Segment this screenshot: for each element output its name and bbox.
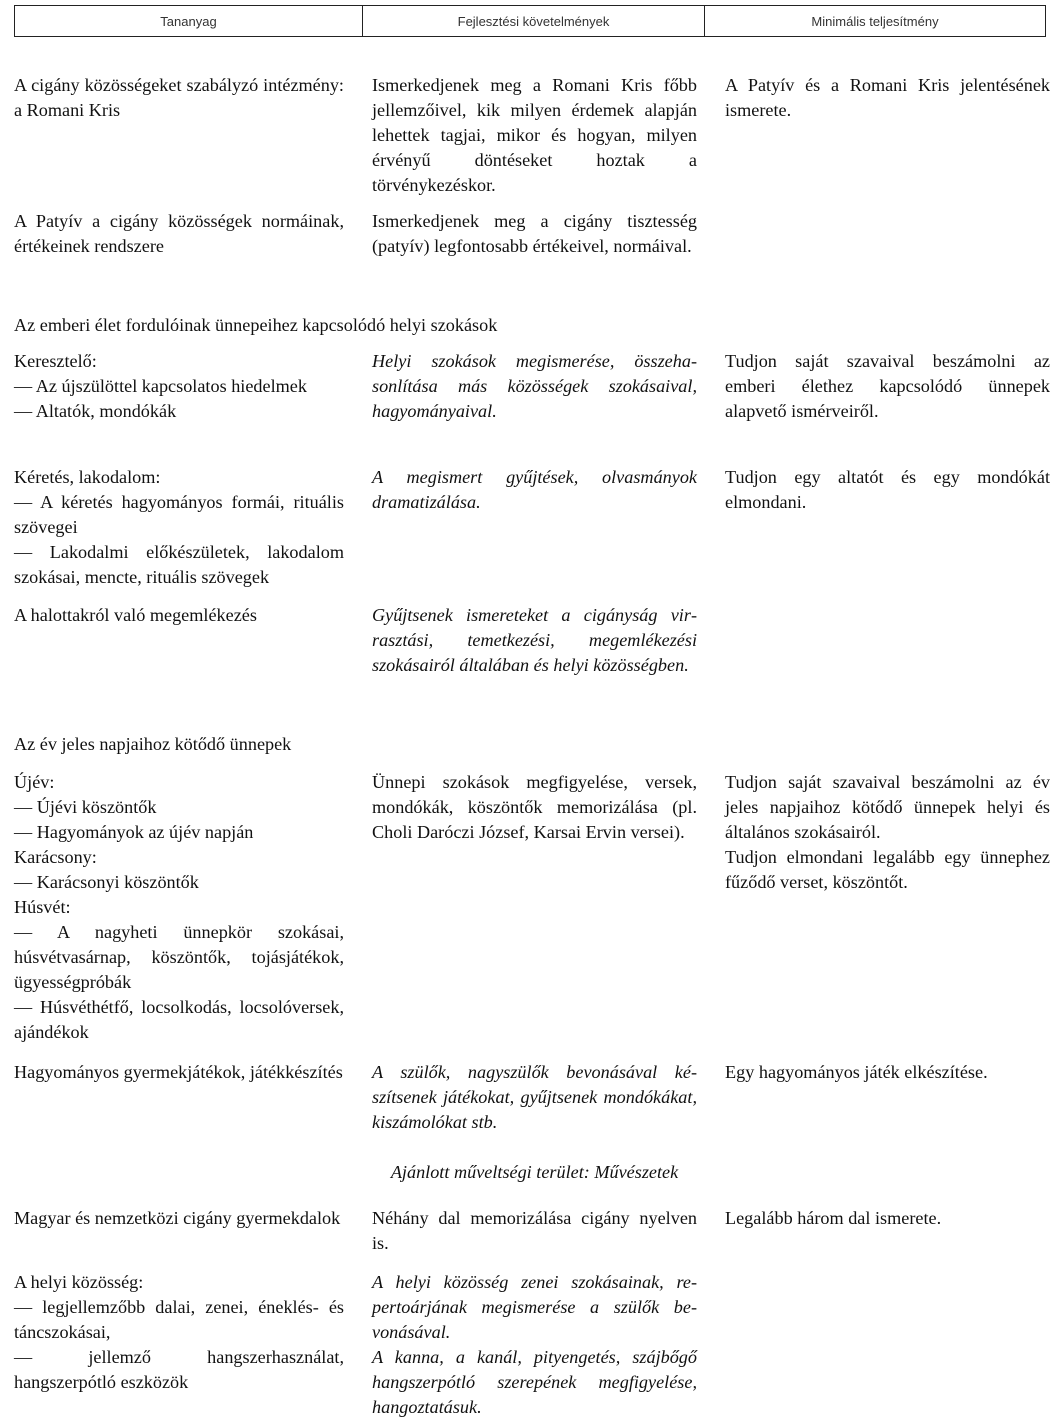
r5-fejlesztes: Gyűjtsenek ismereteket a cigányság virrasztási, temetkezési, megemlékezési szokásairól általában és helyi közösségben. [372,605,697,675]
section-heading-eletfordulok: Az emberi élet fordulóinak ünnepeihez kapcsolódó helyi szokások [14,315,498,335]
r7-minimalis: Egy hagyományos játék elkészítése. [725,1062,988,1082]
r3-minimalis: Tudjon saját szavaival beszámolni az emberi élethez kapcsolódó ünnepek alapvető ismérveiről. [725,351,1050,421]
r3-fejlesztes: Helyi szokások megismerése, összehasonlítása más közösségek szokásaival, hagyományaival. [372,351,697,421]
r3-tananyag: Keresztelő: — Az újszülöttel kapcsolatos hiedelmek — Altatók, mondókák [14,351,307,421]
section-heading-jeles-napok: Az év jeles napjaihoz kötődő ünnepek [14,734,292,754]
r9-tananyag: A helyi közösség: — legjellemzőbb dalai, zenei, éneklés- és táncszokásai, — jellemző hangszerhasználat, hangszerpótló eszközök [14,1272,344,1392]
r1-tananyag: A cigány közösségeket szabályzó intézmény: a Romani Kris [14,75,344,120]
r7-tananyag: Hagyományos gyermekjátékok, játékkészítés [14,1062,343,1082]
r7-fejlesztes: A szülők, nagyszülők bevonásával készítsenek játékokat, gyűjtsenek mondókákat, kiszámolókat stb. [372,1062,697,1132]
r8-minimalis: Legalább három dal ismerete. [725,1208,942,1228]
r1-minimalis: A Patyív és a Romani Kris jelentésének ismerete. [725,75,1050,120]
r4-minimalis: Tudjon egy altatót és egy mondókát elmondani. [725,467,1050,512]
r5-tananyag: A halottakról való megemlékezés [14,605,257,625]
r1-fejlesztes: Ismerkedjenek meg a Romani Kris főbb jellemzőivel, kik milyen érdemek alapján lehettek tagjai, mikor és hogyan, milyen érvényű döntéseket hoztak a törvénykezéskor. [372,75,697,195]
r6-fejlesztes: Ünnepi szokások megfigyelése, versek, mondókák, köszöntők memorizálása (pl. Choli Daróczi József, Karsai Ervin versei). [372,772,697,842]
r8-fejlesztes: Néhány dal memorizálása cigány nyelven is. [372,1208,697,1253]
r2-fejlesztes: Ismerkedjenek meg a cigány tisztesség (patyív) legfontosabb értékeivel, normáival. [372,211,697,256]
r4-tananyag: Kéretés, lakodalom: — A kéretés hagyományos formái, rituális szövegei — Lakodalmi előkészületek, lakodalom szokásai, mencte, rituális szövegek [14,467,344,587]
r8-tananyag: Magyar és nemzetközi cigány gyermekdalok [14,1208,341,1228]
r4-fejlesztes: A megismert gyűjtések, olvasmányok dramatizálása. [372,467,697,512]
header-tananyag: Tananyag [160,13,217,29]
header-fejlesztesi-kovetelmenyek: Fejlesztési követelmények [362,6,704,36]
r9-fejlesztes: A helyi közösség zenei szokásainak, repertoárjának megismerése a szülők bevonásával. A kanna, a kanál, pityengetés, szájbőgő hangszerpótló szerepének megfigyelése, hangoztatásuk. [372,1272,697,1417]
r6-minimalis: Tudjon saját szavaival beszámolni az év jeles napjaihoz kötődő ünnepek helyi és általános szokásairól. Tudjon elmondani legalább egy ünnephez fűződő verset, köszöntőt. [725,772,1050,892]
header-minimalis-teljesitmeny: Minimális teljesítmény [704,6,1045,36]
r2-tananyag: A Patyív a cigány közösségek normáinak, értékeinek rendszere [14,211,344,256]
table-header [14,5,1046,37]
recommended-area-note: Ajánlott műveltségi terület: Művészetek [390,1162,679,1182]
r6-tananyag: Újév: — Újévi köszöntők — Hagyományok az újév napján Karácsony: — Karácsonyi köszöntők Húsvét: — A nagyheti ünnepkör szokásai, húsvétvasárnap, köszöntők, tojásjátékok, ügyességpróbák — Húsvéthétfő, locsolkodás, locsolóversek, ajándékok [14,772,344,1042]
